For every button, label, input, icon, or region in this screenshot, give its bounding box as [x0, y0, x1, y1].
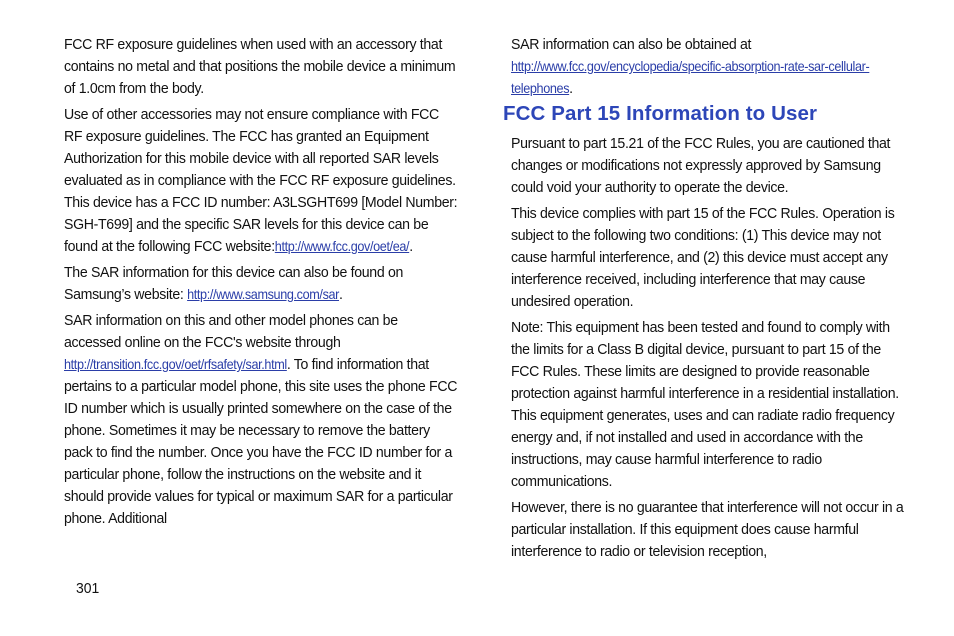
- fcc-ea-link[interactable]: http://www.fcc.gov/oet/ea/: [274, 239, 410, 254]
- paragraph-sar-obtained-text: SAR information can also be obtained at: [511, 36, 752, 53]
- paragraph-class-b-note: Note: This equipment has been tested and found to comply with the limits for a Class B digital device, pursuant to part 15 of the FCC Rules. These limits are designed to provide reasonable protection against harmful interference in a residential installation. This equipment generates, uses and can radiate radio frequency energy and, if not installed and used in accordance with the instructions, may cause harmful interference to radio communications.: [511, 319, 899, 490]
- paragraph-fcc-authorization-end: .: [409, 238, 413, 255]
- page-number: 301: [76, 580, 100, 597]
- paragraph-sar-online: [64, 310, 458, 530]
- paragraph-samsung-sar-end: .: [339, 286, 343, 303]
- paragraph-samsung-sar-text: The SAR information for this device can also be found on Samsung’s website:: [64, 264, 404, 303]
- paragraph-fcc-authorization-text: Use of other accessories may not ensure compliance with FCC RF exposure guidelines. The FCC has granted an Equipment Authorization for this mobile device with all reported SAR levels evaluated as in compliance with the FCC RF exposure guidelines. This device has a FCC ID number: A3LSGHT699 [Model Number: SGH-T699] and the specific SAR levels for this device can be found at the following FCC website:: [64, 106, 458, 255]
- section-heading: FCC Part 15 Information to User: [503, 102, 818, 125]
- paragraph-accessory-guidelines: FCC RF exposure guidelines when used with an accessory that contains no metal and that positions the mobile device a minimum of 1.0cm from the body.: [64, 36, 456, 97]
- paragraph-sar-online-text: SAR information on this and other model phones can be accessed online on the FCC's website through: [64, 312, 398, 351]
- paragraph-fcc-authorization: [64, 104, 458, 258]
- paragraph-part-15-21: Pursuant to part 15.21 of the FCC Rules, you are cautioned that changes or modifications not expressly approved by Samsung could void your authority to operate the device.: [511, 135, 891, 196]
- right-column-body: [511, 133, 907, 567]
- fcc-rfsafety-link[interactable]: http://transition.fcc.gov/oet/rfsafety/sar.html: [64, 357, 287, 372]
- paragraph-samsung-sar: [64, 262, 458, 306]
- paragraph-sar-online-end: . To find information that pertains to a particular model phone, this site uses the phone FCC ID number which is usually printed somewhere on the case of the phone. Sometimes it may be necessary to remove the battery pack to find the number. Once you have the FCC ID number for a particular phone, follow the instructions on the website and it should provide values for typical or maximum SAR for a particular phone. Additional: [64, 356, 458, 527]
- paragraph-no-guarantee: However, there is no guarantee that interference will not occur in a particular installation. If this equipment does cause harmful interference to radio or television reception,: [511, 499, 904, 560]
- paragraph-part-15-compliance: This device complies with part 15 of the FCC Rules. Operation is subject to the following two conditions: (1) This device may not cause harmful interference, and (2) this device must accept any interference received, including interference that may cause undesired operation.: [511, 205, 895, 310]
- samsung-sar-link[interactable]: http://www.samsung.com/sar: [187, 287, 340, 302]
- left-column: [64, 34, 458, 534]
- right-column-top: [511, 34, 907, 104]
- paragraph-sar-obtained: [511, 34, 907, 100]
- fcc-encyclopedia-link[interactable]: http://www.fcc.gov/encyclopedia/specific-absorption-rate-sar-cellular-telephones: [511, 59, 870, 96]
- paragraph-sar-obtained-end: .: [569, 80, 573, 97]
